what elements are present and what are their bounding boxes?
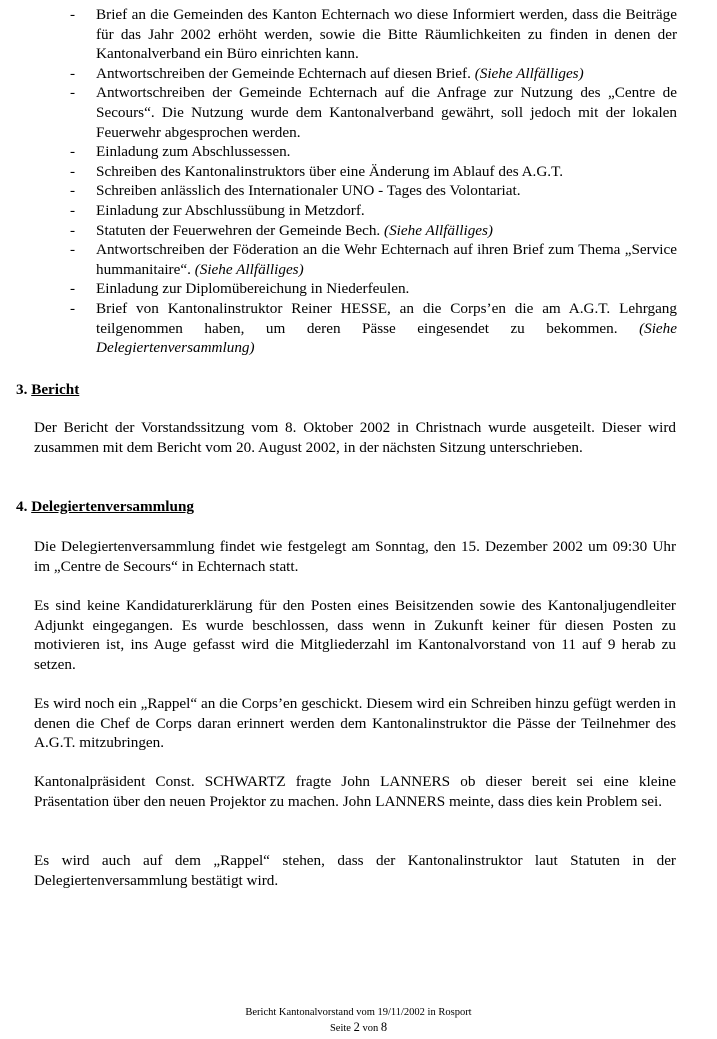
page-current: 2	[353, 1020, 360, 1034]
bullet-item	[70, 201, 677, 221]
bullet-text: Antwortschreiben der Gemeinde Echternach auf diesen Brief.	[96, 64, 471, 82]
bullet-text: Statuten der Feuerwehren der Gemeinde Bech.	[96, 221, 381, 239]
section-title: Bericht	[31, 381, 80, 398]
section-4-heading	[16, 497, 194, 517]
bullet-dash: -	[70, 162, 76, 180]
page-footer	[0, 1006, 717, 1036]
footer-report-title: Bericht Kantonalvorstand vom 19/11/2002 in Rosport	[245, 1007, 472, 1018]
bullet-note: (Siehe Allfälliges)	[194, 260, 304, 278]
bullet-dash: -	[70, 84, 76, 102]
section-4-paragraph: Kantonalpräsident Const. SCHWARTZ fragte John LANNERS ob dieser bereit sei eine kleine Präsentation über den neuen Projektor zu machen. John LANNERS meinte, dass dies kein Problem sei.	[34, 773, 676, 810]
section-4-paragraph: Es sind keine Kandidaturerklärung für den Posten eines Beisitzenden sowie des Kantonaljugendleiter Adjunkt eingegangen. Es wurde beschlossen, dass wenn in Zukunft keiner für diesen Posten zu motivieren ist, ins Auge gefasst wird die Mitgliederzahl im Kantonalvorstand von 11 auf 9 herab zu setzen.	[34, 597, 676, 673]
section-title: Delegiertenversammlung	[31, 498, 194, 515]
bullet-dash: -	[70, 299, 76, 317]
bullet-item	[70, 5, 677, 64]
bullet-dash: -	[70, 280, 76, 298]
bullet-text: Einladung zum Abschlussessen.	[96, 143, 291, 161]
bullet-text: Brief von Kantonalinstruktor Reiner HESSE, an die Corps’en die am A.G.T. Lehrgang teilgenommen haben, um deren Pässe eingesendet zu bekommen.	[96, 299, 677, 337]
section-4-paragraph: Es wird noch ein „Rappel“ an die Corps’en geschickt. Diesem wird ein Schreiben hinzu gefügt werden in denen die Chef de Corps daran erinnert werden dem Kantonalinstruktor die Pässe der Teilnehmer des A.G.T. mitzubringen.	[34, 695, 676, 752]
bullet-dash: -	[70, 201, 76, 219]
bullet-text: Antwortschreiben der Föderation an die Wehr Echternach auf ihren Brief zum Thema „Service hummanitaire“.	[96, 241, 677, 278]
bullet-note: (Siehe Allfälliges)	[384, 221, 493, 239]
bullet-text: Einladung zur Abschlussübung in Metzdorf.	[96, 201, 365, 219]
section-number: 3.	[16, 381, 28, 398]
bullet-dash: -	[70, 221, 76, 239]
page-separator: von	[362, 1023, 379, 1034]
bullet-item	[70, 64, 677, 84]
bullet-item	[70, 221, 677, 241]
bullet-note: (Siehe Allfälliges)	[474, 64, 584, 82]
bullet-text: Schreiben des Kantonalinstruktors über eine Änderung im Ablauf des A.G.T.	[96, 162, 564, 180]
bullet-item	[70, 240, 677, 279]
bullet-item	[70, 162, 677, 182]
bullet-list	[0, 5, 717, 358]
bullet-dash: -	[70, 241, 76, 259]
bullet-dash: -	[70, 182, 76, 200]
section-3-paragraph: Der Bericht der Vorstandssitzung vom 8. Oktober 2002 in Christnach wurde ausgeteilt. Dieser wird zusammen mit dem Bericht vom 20. August 2002, in der nächsten Sitzung unterschrieben.	[34, 419, 676, 456]
bullet-dash: -	[70, 6, 76, 23]
bullet-item	[70, 181, 677, 201]
page-label: Seite	[329, 1023, 351, 1034]
bullet-dash: -	[70, 143, 76, 161]
page-total: 8	[380, 1020, 388, 1034]
bullet-text: Schreiben anlässlich des Internationaler UNO - Tages des Volontariat.	[96, 182, 521, 200]
bullet-dash: -	[70, 64, 76, 82]
section-4-paragraph: Die Delegiertenversammlung findet wie festgelegt am Sonntag, den 15. Dezember 2002 um 09:30 Uhr im „Centre de Secours“ in Echternach statt.	[34, 538, 676, 575]
bullet-item	[70, 279, 677, 299]
bullet-item	[70, 83, 677, 142]
bullet-text: Antwortschreiben der Gemeinde Echternach auf die Anfrage zur Nutzung des „Centre de Secours“. Die Nutzung wurde dem Kantonalverband gewährt, soll jedoch mit der lokalen Feuerwehr abgesprochen werden.	[96, 84, 677, 141]
section-number: 4.	[16, 498, 28, 515]
bullet-text: Einladung zur Diplomübereichung in Niederfeulen.	[96, 280, 410, 298]
bullet-item	[70, 142, 677, 162]
bullet-item	[70, 299, 678, 358]
footer-page-number	[0, 1020, 717, 1036]
section-3-heading	[16, 380, 79, 400]
bullet-note: (Siehe Delegiertenversammlung)	[96, 319, 678, 357]
section-4-paragraph: Es wird auch auf dem „Rappel“ stehen, dass der Kantonalinstruktor laut Statuten in der Delegiertenversammlung bestätigt wird.	[34, 852, 676, 889]
bullet-text: Brief an die Gemeinden des Kanton Echternach wo diese Informiert werden, dass die Beiträge für das Jahr 2002 erhöht werden, sowie die Bitte Räumlichkeiten zu finden in denen der Kantonalverband ein Büro einrichten kann.	[96, 6, 677, 63]
